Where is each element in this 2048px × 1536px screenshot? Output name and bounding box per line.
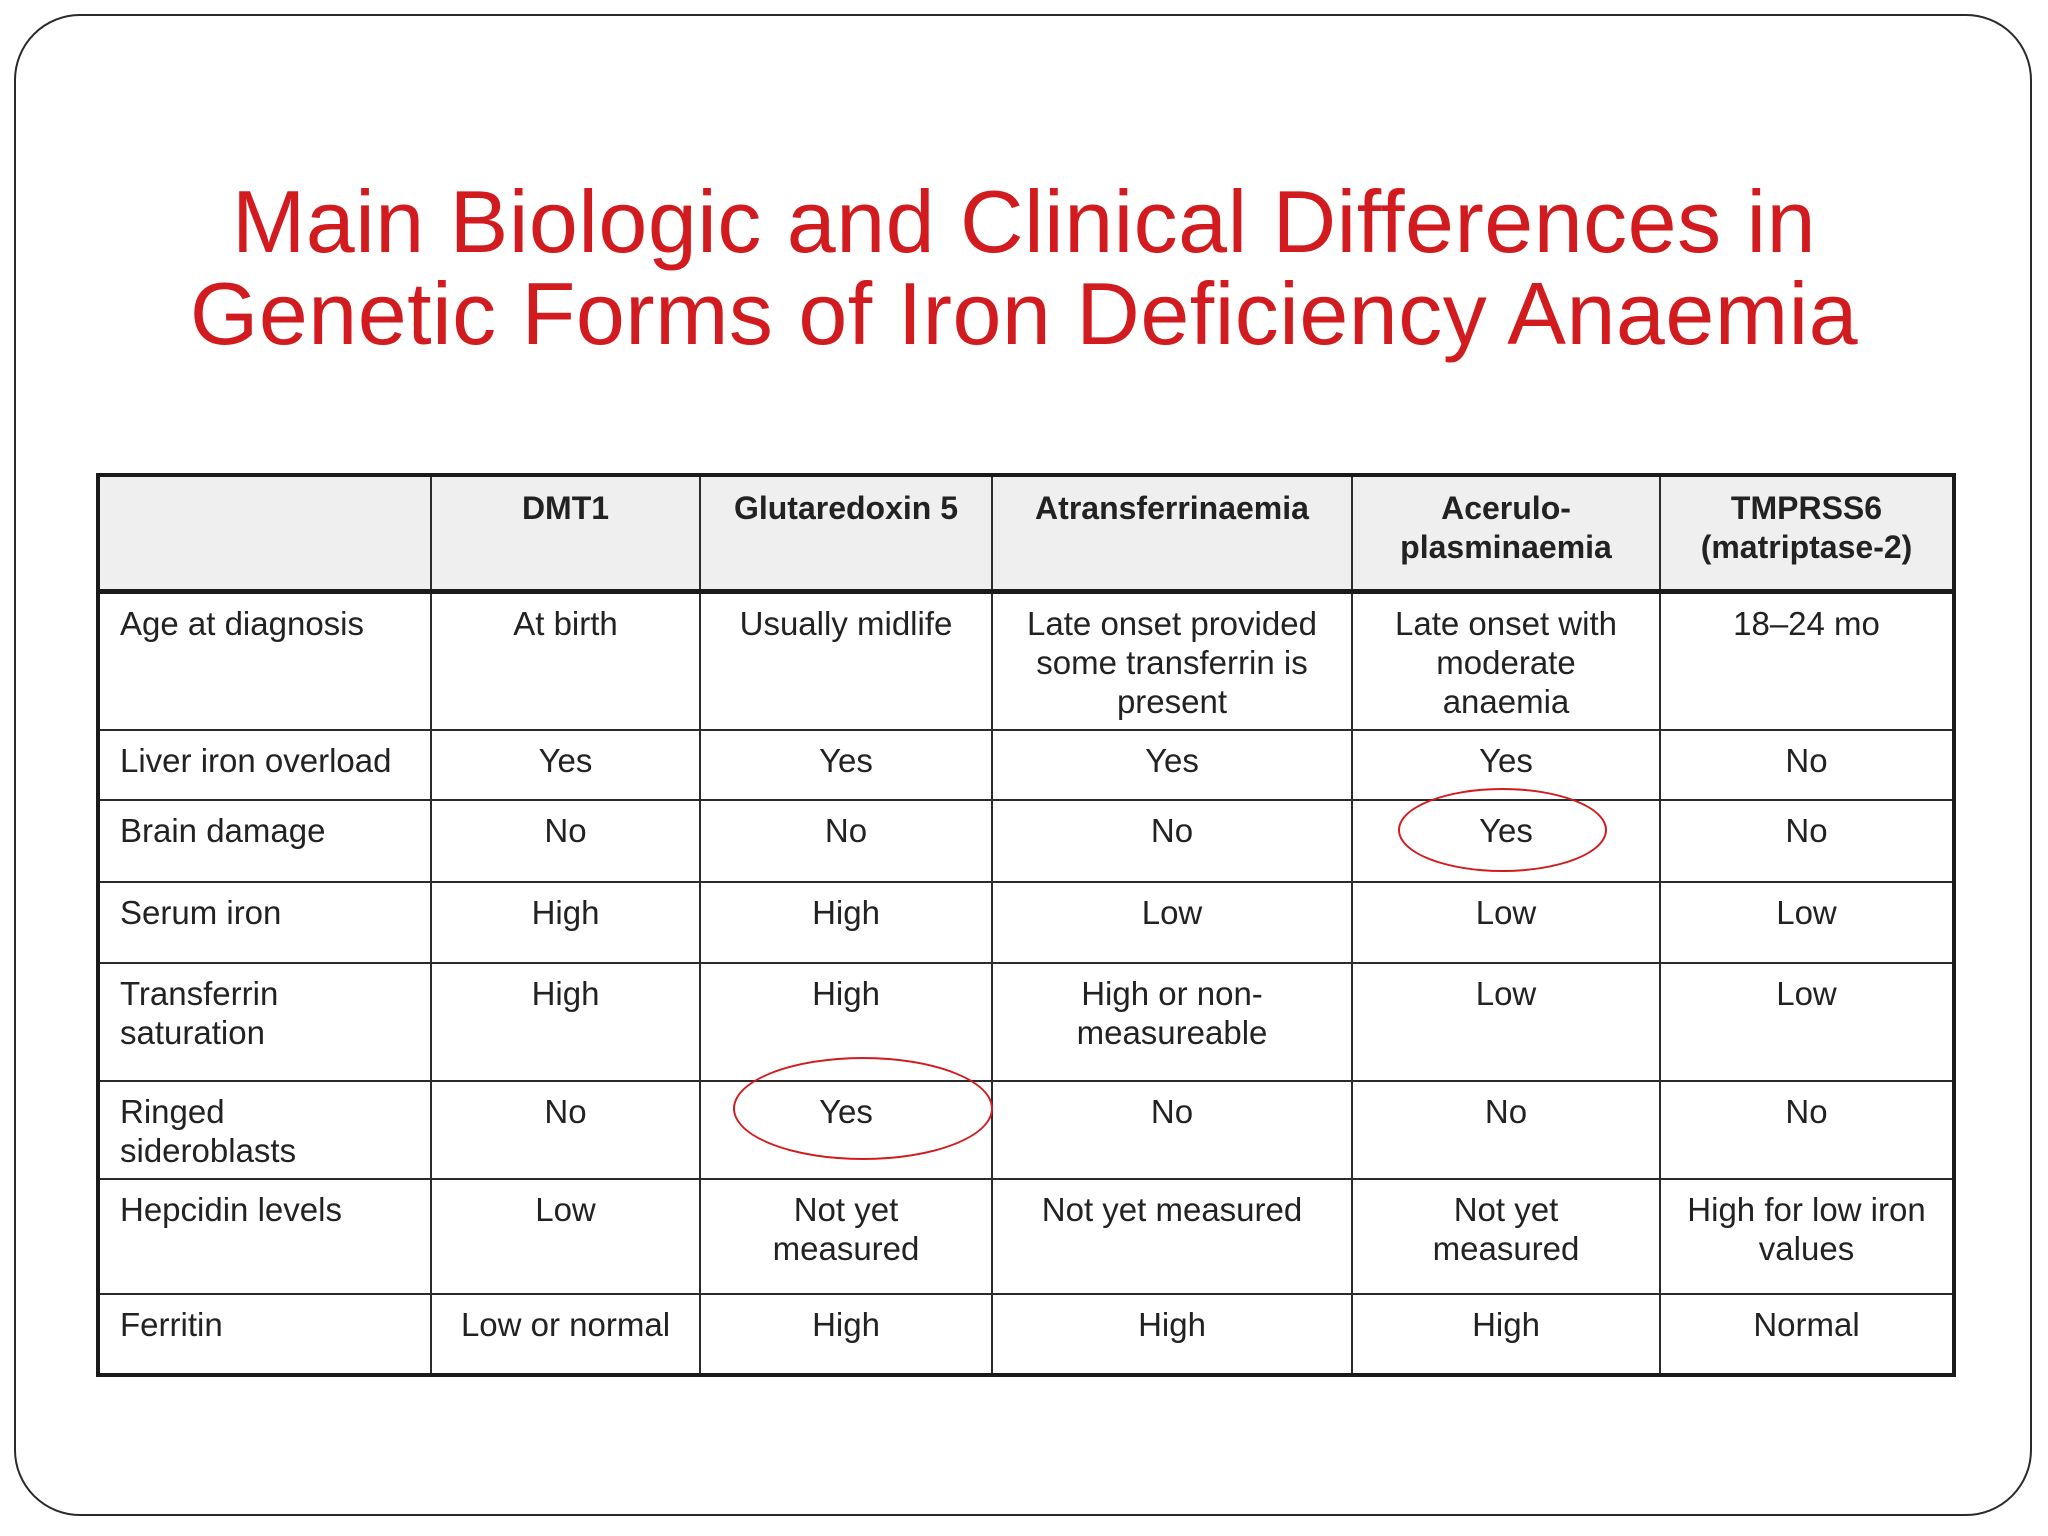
header-row [98,475,1954,591]
row-label: Transferrin saturation [98,963,431,1081]
table-cell: Low [1660,882,1954,963]
table-cell: No [992,1081,1352,1179]
table-row [98,591,1954,730]
table-row [98,800,1954,882]
row-label: Ringed sideroblasts [98,1081,431,1179]
table-row [98,963,1954,1081]
column-header: Acerulo- plasminaemia [1352,475,1660,591]
table-cell: High [700,882,992,963]
table-cell: No [1352,1081,1660,1179]
column-header: Atransferrinaemia [992,475,1352,591]
table-cell: Late onset provided some transferrin is present [992,591,1352,730]
table-row [98,882,1954,963]
row-label: Ferritin [98,1294,431,1375]
title-line-1: Main Biologic and Clinical Differences in [231,172,1817,271]
table-cell: Yes [431,730,700,800]
table-cell: No [992,800,1352,882]
row-label: Brain damage [98,800,431,882]
table-cell: No [1660,1081,1954,1179]
table-cell: 18–24 mo [1660,591,1954,730]
table-cell: Yes [1352,800,1660,882]
table-cell: Low or normal [431,1294,700,1375]
table-cell: Not yet measured [992,1179,1352,1294]
table-cell: No [431,800,700,882]
table-row [98,1179,1954,1294]
table-cell: At birth [431,591,700,730]
title-line-2: Genetic Forms of Iron Deficiency Anaemia [189,264,1859,363]
table-cell: Not yet measured [700,1179,992,1294]
table-cell: Normal [1660,1294,1954,1375]
table-cell: No [1660,800,1954,882]
row-label: Liver iron overload [98,730,431,800]
table-cell: Yes [992,730,1352,800]
table-cell: High [1352,1294,1660,1375]
column-header [98,475,431,591]
row-label: Serum iron [98,882,431,963]
table-row [98,1081,1954,1179]
table-cell: Low [1352,882,1660,963]
column-header: Glutaredoxin 5 [700,475,992,591]
table-row [98,730,1954,800]
row-label: Hepcidin levels [98,1179,431,1294]
table-cell: High or non- measureable [992,963,1352,1081]
table-cell: Yes [1352,730,1660,800]
table-cell: Low [1352,963,1660,1081]
comparison-table [96,473,1956,1377]
table-cell: Yes [700,1081,992,1179]
column-header: DMT1 [431,475,700,591]
table-cell: No [431,1081,700,1179]
table-cell: High [700,1294,992,1375]
table-cell: Not yet measured [1352,1179,1660,1294]
table-cell: High for low iron values [1660,1179,1954,1294]
table-cell: High [992,1294,1352,1375]
table-cell: Usually midlife [700,591,992,730]
slide-title [0,172,2048,363]
table-cell: High [431,882,700,963]
row-label: Age at diagnosis [98,591,431,730]
table-cell: Low [992,882,1352,963]
table-cell: Yes [700,730,992,800]
table-cell: Late onset with moderate anaemia [1352,591,1660,730]
table-cell: Low [1660,963,1954,1081]
table-cell: Low [431,1179,700,1294]
table-cell: No [700,800,992,882]
table-cell: High [700,963,992,1081]
table-cell: No [1660,730,1954,800]
table-cell: High [431,963,700,1081]
column-header: TMPRSS6 (matriptase-2) [1660,475,1954,591]
table-row [98,1294,1954,1375]
